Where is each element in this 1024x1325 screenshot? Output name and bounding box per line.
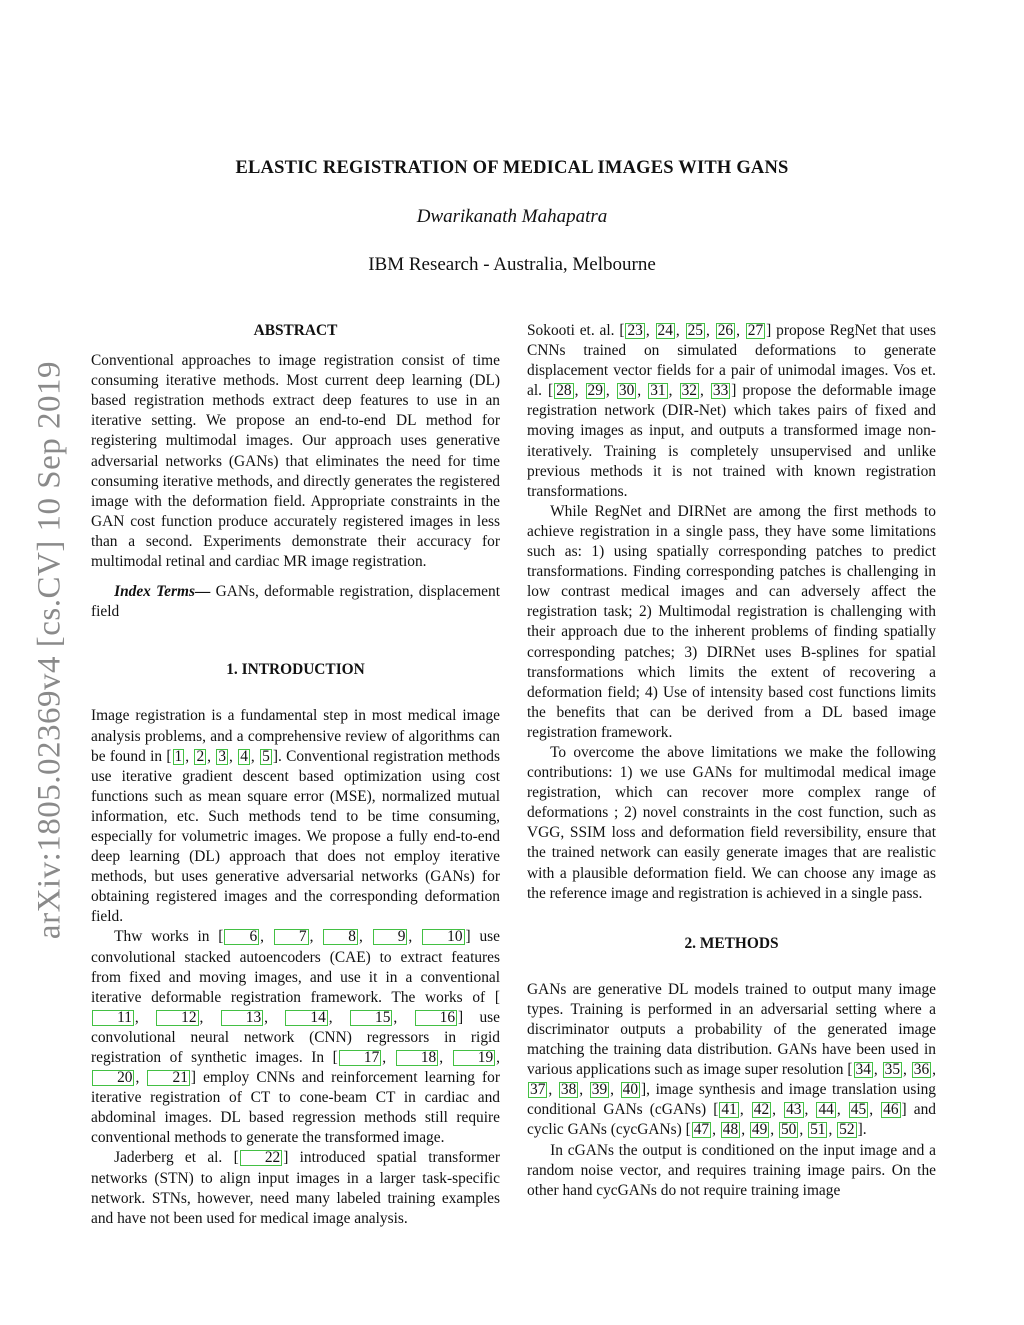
index-terms — [91, 582, 500, 622]
citation-ref[interactable]: 46 — [883, 1101, 899, 1119]
citation-ref[interactable]: 31 — [650, 382, 666, 400]
methods-p1-text-a: GANs are generative DL models trained to output many image types. Training is performed in an adversarial setting where a discriminator outputs a probability of the generated image matching the training data distribution. GANs have been used in various applications such as image super resolution — [527, 980, 936, 1079]
methods-heading: 2. METHODS — [684, 934, 779, 952]
intro-p2-text-d: employ CNNs and reinforcement learning for iterative registration of CT to cone-beam CT in cardiac and abdominal images. DL based regression methods still require conventional methods to generate the transformed image. — [91, 1069, 500, 1147]
citation-ref[interactable]: 50 — [780, 1121, 797, 1139]
citation-ref[interactable]: 19 — [453, 1050, 495, 1066]
citation-ref[interactable]: 6 — [224, 929, 259, 945]
citation-ref[interactable]: 11 — [92, 1010, 134, 1026]
citation-ref[interactable]: 8 — [323, 929, 358, 945]
intro-p1-text-b: . Conventional registration methods use iterative gradient descent based optimization using cost functions such as mean square error (MSE), normalized mutual information, etc. Such methods tend to be time consuming, especially for volumetric images. We propose a fully end-to-end deep learning (DL) approach that does not employ iterative methods, but uses generative adversarial networks (GANs) for obtaining registered images and the corresponding deformation field. — [91, 747, 500, 926]
intro-p3-text-a: Jaderberg et al. — [114, 1149, 234, 1167]
citation-group: 34 , 35 , 36 , 37 , 38 , 39 , 40 — [530, 1061, 936, 1099]
citation-ref[interactable]: 43 — [786, 1101, 802, 1119]
intro-paragraph-1: Image registration is a fundamental step in most medical image analysis problems, and a comprehensive review of algorithms can be found in [ 1 , 2 , 3 , 4 , 5 ]. Conventional registration methods use iterative gradient descent based optimization using cost functions such as mean square error (MSE), normalized mutual information, etc. Such methods tend to be time consuming, especially for volumetric images. We propose a fully end-to-end deep learning (DL) approach that does not employ iterative methods, but uses generative adversarial networks (GANs) for obtaining registered images and the corresponding deformation field. — [91, 707, 500, 926]
citation-ref[interactable]: 23 — [627, 322, 643, 339]
citation-ref[interactable]: 10 — [422, 929, 464, 945]
introduction-heading: 1. INTRODUCTION — [226, 661, 365, 679]
arxiv-identifier — [28, 350, 72, 950]
citation-ref[interactable]: 2 — [196, 747, 205, 765]
intro-paragraph-2: Thw works in [ 6 , 7 , 8 , 9 , 10 ] use convolutional stacked autoencoders (CAE) to extract features from fixed and moving images, and use it in a conventional iterative deformable registration framework. The works of [11 , 12 , 13 , 14 , 15 , 16 ] use convolutional neural network (CNN) regressors in rigid registration of synthetic images. In [ 17 , 18 , 19 , 20 , 21 ] employ CNNs and reinforcement learning for iterative registration of CT to cone-beam CT in cardiac and abdominal images. DL based regression methods still require conventional methods to generate the transformed image. — [91, 928, 500, 1147]
index-terms-label: Index Terms— — [114, 583, 211, 601]
methods-paragraph-2: In cGANs the output is conditioned on the input image and a random noise vector, and requires training image pairs. On the other hand cycGANs do not require training image — [527, 1141, 936, 1199]
right-column — [527, 321, 936, 1201]
citation-ref[interactable]: 34 — [855, 1061, 871, 1079]
citation-ref[interactable]: 12 — [156, 1010, 198, 1026]
citation-ref[interactable]: 38 — [560, 1081, 577, 1099]
citation-group: 11 , 12 , 13 , 14 , 15 , 16 — [91, 1009, 458, 1026]
citation-ref[interactable]: 7 — [274, 929, 309, 945]
citation-ref[interactable]: 27 — [747, 322, 764, 339]
methods-p1-text-b: , image synthesis and image translation using conditional GANs (cGANs) — [527, 1081, 936, 1119]
related-paragraph-1: Sokooti et. al. [ 23 , 24 , 25 , 26 , 27 ] propose RegNet that uses CNNs trained on simulated deformations to generate displacement vector fields for a pair of unimodal images. Vos et. al. [ 28 , 29 , 30 , 31 , 32 , 33 ] propose the deformable image registration network (DIR-Net) which takes pairs of fixed and moving images as input, and outputs a transformed image non-iteratively. Training is completely unsupervised and unlike previous methods it is not trained with known registration transformations. — [527, 322, 937, 500]
intro-p2-text-b: use convolutional stacked autoencoders (CAE) to extract features from fixed and moving images, and use it in a conventional iterative deformable registration framework. The works of — [91, 928, 500, 1006]
citation-ref[interactable]: 47 — [693, 1121, 710, 1139]
citation-ref[interactable]: 16 — [415, 1010, 457, 1026]
citation-ref[interactable]: 1 — [174, 747, 183, 765]
citation-ref[interactable]: 4 — [240, 747, 248, 765]
citation-ref[interactable]: 29 — [587, 382, 603, 400]
citation-ref[interactable]: 36 — [913, 1061, 930, 1079]
citation-ref[interactable]: 48 — [722, 1121, 739, 1139]
related-p1-text-a: Sokooti et. al. — [527, 322, 620, 339]
citation-ref[interactable]: 14 — [285, 1010, 327, 1026]
related-p1-text-b: propose RegNet that uses CNNs trained on simulated deformations to generate displacement vector fields for a pair of unimodal images. Vos et. al. — [527, 322, 936, 400]
citation-ref[interactable]: 9 — [373, 929, 408, 945]
citation-ref[interactable]: 51 — [810, 1121, 826, 1139]
citation-ref[interactable]: 41 — [721, 1101, 737, 1119]
citation-group: 6 , 7 , 8 , 9 , 10 — [223, 928, 465, 945]
intro-p2-text-c: use convolutional neural network (CNN) regressors in rigid registration of synthetic images. In — [91, 1008, 500, 1066]
citation-ref[interactable]: 52 — [839, 1121, 855, 1139]
methods-p1-text-c: and cyclic GANs (cycGANs) — [527, 1101, 936, 1139]
citation-ref[interactable]: 26 — [717, 322, 734, 339]
citation-ref[interactable]: 21 — [147, 1070, 189, 1086]
citation-ref[interactable]: 30 — [618, 382, 635, 400]
citation-group: 47 , 48 , 49 , 50 , 51 , 52 — [693, 1121, 855, 1139]
citation-group: 41 , 42 , 43 , 44 , 45 , 46 — [721, 1101, 899, 1119]
citation-ref[interactable]: 28 — [556, 382, 572, 400]
author-name: Dwarikanath Mahapatra — [416, 206, 608, 227]
citation-ref[interactable]: 17 — [339, 1050, 381, 1066]
citation-group: 1 , 2 , 3 , 4 , 5 — [174, 747, 270, 765]
citation-group — [239, 1149, 283, 1166]
methods-paragraph-1: GANs are generative DL models trained to output many image types. Training is performed in an adversarial setting where a discriminator outputs a probability of the generated image matching the training data distribution. GANs have been used in various applications such as image super resolution [ 34 , 35 , 36 , 37 , 38 , 39 , 40 ], image synthesis and image translation using conditional GANs (cGANs) [ 41 , 42 , 43 , 44 , 45 , 46 ] and cyclic GANs (cycGANs) [ 47 , 48 , 49 , 50 , 51 , 52 ]. — [527, 980, 936, 1139]
citation-ref[interactable]: 35 — [884, 1061, 901, 1079]
citation-ref[interactable]: 18 — [396, 1050, 438, 1066]
citation-ref[interactable]: 42 — [753, 1101, 770, 1119]
citation-ref[interactable]: 39 — [591, 1081, 608, 1099]
methods-p1-text-d: . — [862, 1121, 867, 1139]
arxiv-identifier-text: arXiv:1805.02369v4 [cs.CV] 10 Sep 2019 — [31, 360, 68, 940]
citation-ref[interactable]: 40 — [622, 1081, 639, 1099]
citation-ref[interactable]: 13 — [221, 1010, 263, 1026]
citation-ref[interactable]: 15 — [350, 1010, 392, 1026]
citation-ref[interactable]: 3 — [218, 747, 227, 765]
left-column — [91, 321, 500, 1229]
abstract-heading: ABSTRACT — [253, 322, 338, 339]
intro-p2-text-a: Thw works in — [114, 928, 219, 946]
citation-group: 17 , 18 , 19 , 20 , 21 — [91, 1049, 500, 1086]
paper-title: ELASTIC REGISTRATION OF MEDICAL IMAGES WITH GANS — [235, 158, 789, 178]
contributions-paragraph: To overcome the above limitations we make the following contributions: 1) we use GANs for multimodal medical image registration, which can recover more complex range of deformations ; 2) novel constraints in the cost function, such as VGG, SSIM loss and deformation field reversibility, ensure that the trained network can easily generate images that are realistic with a plausible deformation field. We can choose any image as the reference image and registration is achieved in a single pass. — [527, 743, 936, 902]
citation-group: 23 , 24 , 25 , 26 , 27 — [627, 322, 764, 339]
citation-ref[interactable]: 45 — [850, 1101, 867, 1119]
citation-ref[interactable]: 44 — [818, 1101, 834, 1119]
intro-p1-text-a: Image registration is a fundamental step in most medical image analysis problems, and a comprehensive review of algorithms can be found in — [91, 707, 500, 765]
abstract-body: Conventional approaches to image registration consist of time consuming iterative methods. Most current deep learning (DL) based registration methods extract deep features to use in an iterative setting. We propose an end-to-end DL method for registering multimodal images. Our approach uses generative adversarial networks (GANs) that eliminates the need for time consuming iterative methods, and directly generates the registered image with the deformation field. Appropriate constraints in the GAN cost function produce accurately registered images in less than a second. Experiments demonstrate their accuracy for multimodal retinal and cardiac MR image registration. — [91, 352, 500, 571]
intro-p3-text-b: introduced spatial transformer networks (STN) to align input images in a larger task-specific network. STNs, however, need many labeled training examples and have not been used for medical image analysis. — [91, 1149, 500, 1227]
citation-ref[interactable]: 5 — [262, 747, 270, 765]
citation-ref[interactable]: 33 — [712, 382, 729, 400]
citation-ref[interactable]: 49 — [751, 1121, 768, 1139]
citation-ref[interactable]: 20 — [92, 1070, 134, 1086]
citation-ref[interactable]: 24 — [657, 322, 673, 339]
author-affiliation: IBM Research - Australia, Melbourne — [368, 254, 656, 275]
index-terms-text: GANs, deformable registration, displacement field — [91, 583, 500, 621]
related-p1-text-c: propose the deformable image registration network (DIR-Net) which takes pairs of fixed and moving images as input, and outputs a transformed image non-iteratively. Training is completely unsupervised and unlike previous methods it is not trained with known registration transformations. — [527, 382, 937, 500]
citation-ref[interactable]: 25 — [687, 322, 703, 339]
related-paragraph-2: While RegNet and DIRNet are among the first methods to achieve registration in a single pass, they have some limitations such as: 1) using spatially corresponding patches to predict transformations. Finding corresponding patches is challenging in low contrast medical images and can adversely affect the registration task; 2) Multimodal registration is challenging with their approach due to the inherent problems of finding spatially corresponding patches; 3) DIRNet uses B-splines for spatial transformations which limits the extent of recovering a deformation field; 4) Use of intensity based cost functions limits the benefits that can be derived from a DL based image registration framework. — [527, 502, 936, 741]
citation-ref[interactable]: 37 — [530, 1081, 546, 1099]
citation-group: 28 , 29 , 30 , 31 , 32 , 33 — [556, 382, 729, 400]
citation-ref[interactable]: 22 — [240, 1150, 282, 1166]
citation-ref[interactable]: 32 — [681, 382, 697, 400]
intro-paragraph-3: Jaderberg et al. [ 22 ] introduced spatial transformer networks (STN) to align input images in a larger task-specific network. STNs, however, need many labeled training examples and have not been used for medical image analysis. — [91, 1149, 500, 1227]
